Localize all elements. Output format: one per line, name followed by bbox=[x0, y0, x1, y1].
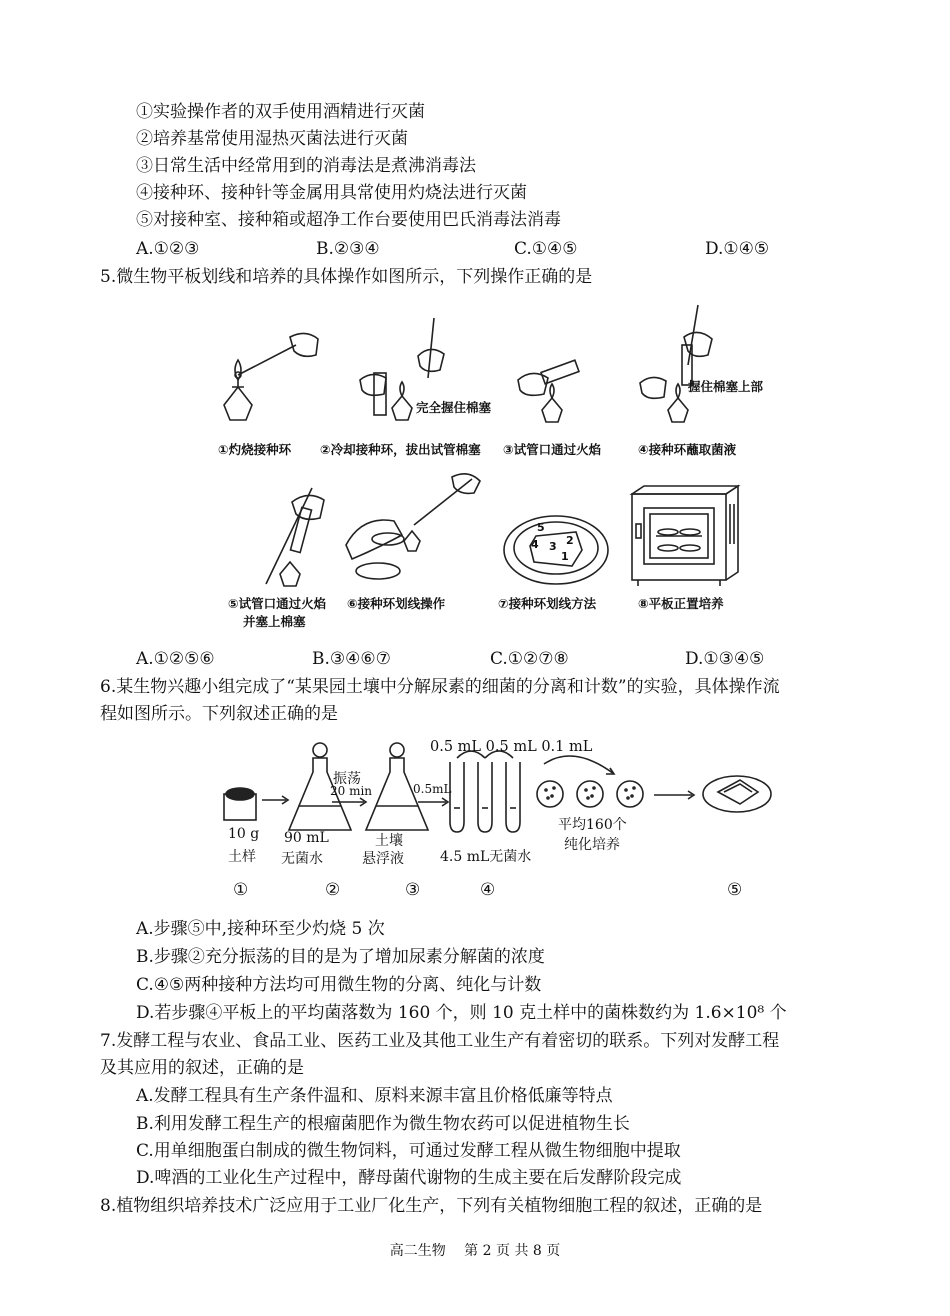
page-footer: 高二生物 第 2 页 共 8 页 bbox=[389, 1243, 561, 1259]
q6-stem-line2: 程如图所示。下列叙述正确的是 bbox=[100, 704, 338, 724]
q7-option-d: D.啤酒的工业化生产过程中，酵母菌代谢物的生成主要在后发酵阶段完成 bbox=[136, 1168, 682, 1188]
q5-option-b: B.③④⑥⑦ bbox=[312, 649, 391, 669]
plate-digit-3: 3 bbox=[549, 540, 557, 553]
q4-statement-5: ⑤对接种室、接种箱或超净工作台要使用巴氏消毒法消毒 bbox=[136, 210, 561, 230]
step3-caption: ③试管口通过火焰 bbox=[503, 442, 602, 457]
q4-statement-1: ①实验操作者的双手使用酒精进行灭菌 bbox=[136, 102, 425, 122]
flow-step-3: ③ bbox=[405, 880, 421, 900]
water-volume: 90 mL bbox=[284, 830, 329, 846]
q4-option-c: C.①④⑤ bbox=[514, 239, 578, 259]
volumes-top: 0.5 mL 0.5 mL 0.1 mL bbox=[430, 739, 593, 755]
plate-digit-4: 4 bbox=[531, 538, 539, 551]
flow-step-4: ④ bbox=[480, 880, 496, 900]
q5-stem: 5.微生物平板划线和培养的具体操作如图所示，下列操作正确的是 bbox=[100, 267, 593, 287]
q5-option-d: D.①③④⑤ bbox=[685, 649, 765, 669]
step3-illustration bbox=[512, 360, 592, 425]
step4-caption: ④接种环蘸取菌液 bbox=[638, 442, 737, 457]
step6-illustration bbox=[342, 475, 482, 585]
note-top-grip: 握住棉塞上部 bbox=[688, 379, 764, 394]
q6-option-c: C.④⑤两种接种方法均可用微生物的分离、纯化与计数 bbox=[136, 975, 542, 995]
step8-caption: ⑧平板正置培养 bbox=[638, 596, 724, 611]
step2-caption: ②冷却接种环，拔出试管棉塞 bbox=[320, 442, 481, 457]
q7-option-a: A.发酵工程具有生产条件温和、原料来源丰富且价格低廉等特点 bbox=[136, 1086, 613, 1106]
plate-digit-5: 5 bbox=[537, 521, 545, 534]
soil-sample-illustration bbox=[220, 782, 260, 822]
q4-statement-2: ②培养基常使用湿热灭菌法进行灭菌 bbox=[136, 129, 408, 149]
step5-illustration bbox=[262, 478, 342, 588]
suspension-label-2: 悬浮液 bbox=[362, 851, 404, 867]
flow-step-2: ② bbox=[325, 880, 341, 900]
q6-option-b: B.步骤②充分振荡的目的是为了增加尿素分解菌的浓度 bbox=[136, 947, 545, 967]
q6-option-a: A.步骤⑤中,接种环至少灼烧 5 次 bbox=[136, 919, 385, 939]
q4-statement-3: ③日常生活中经常用到的消毒法是煮沸消毒法 bbox=[136, 156, 476, 176]
step5-caption: ⑤试管口通过火焰 bbox=[228, 596, 327, 611]
step1-caption: ①灼烧接种环 bbox=[218, 442, 292, 457]
q8-stem: 8.植物组织培养技术广泛应用于工业厂化生产，下列有关植物细胞工程的叙述，正确的是 bbox=[100, 1196, 763, 1216]
streak-plate-illustration bbox=[700, 772, 774, 818]
q4-option-a: A.①②③ bbox=[136, 239, 200, 259]
q4-option-b: B.②③④ bbox=[316, 239, 380, 259]
q7-option-c: C.用单细胞蛋白制成的微生物饲料，可通过发酵工程从微生物细胞中提取 bbox=[136, 1141, 681, 1161]
plate-digit-1: 1 bbox=[561, 550, 569, 563]
step4-illustration bbox=[636, 305, 726, 425]
q7-stem-line1: 7.发酵工程与农业、食品工业、医药工业及其他工业生产有着密切的联系。下列对发酵工程 bbox=[100, 1031, 780, 1051]
plate-digit-2: 2 bbox=[566, 534, 574, 547]
q5-option-a: A.①②⑤⑥ bbox=[136, 649, 215, 669]
flow-step-1: ① bbox=[233, 880, 249, 900]
step8-illustration bbox=[630, 484, 740, 588]
suspension-label-1: 土壤 bbox=[375, 833, 403, 849]
shake-time: 20 min bbox=[330, 784, 373, 798]
average-count: 平均160个 bbox=[558, 817, 627, 833]
step7-caption: ⑦接种环划线方法 bbox=[498, 596, 597, 611]
flow-step-5: ⑤ bbox=[727, 880, 743, 900]
q5-option-c: C.①②⑦⑧ bbox=[490, 649, 569, 669]
soil-mass: 10 g bbox=[228, 826, 260, 842]
transfer-volume: 0.5mL bbox=[413, 782, 452, 796]
dilution-tubes-illustration bbox=[446, 758, 530, 838]
step5-caption-line2: 并塞上棉塞 bbox=[243, 614, 306, 629]
shake-label: 振荡 bbox=[333, 771, 361, 787]
q4-statement-4: ④接种环、接种针等金属用具常使用灼烧法进行灭菌 bbox=[136, 183, 527, 203]
q4-option-d: D.①④⑤ bbox=[705, 239, 770, 259]
step6-caption: ⑥接种环划线操作 bbox=[347, 596, 446, 611]
water-label: 无菌水 bbox=[281, 851, 323, 867]
step1-illustration bbox=[218, 315, 328, 425]
count-plates-illustration bbox=[534, 758, 654, 808]
purify-label: 纯化培养 bbox=[564, 837, 620, 853]
note-full-grip: 完全握住棉塞 bbox=[416, 400, 492, 415]
q7-stem-line2: 及其应用的叙述，正确的是 bbox=[100, 1058, 304, 1078]
q6-option-d: D.若步骤④平板上的平均菌落数为 160 个，则 10 克土样中的菌株数约为 1.6×10⁸ 个 bbox=[136, 1003, 787, 1023]
flow-arrow-4 bbox=[654, 790, 700, 800]
tube-water-label: 4.5 mL无菌水 bbox=[440, 849, 532, 865]
q6-stem-line1: 6.某生物兴趣小组完成了“某果园土壤中分解尿素的细菌的分离和计数”的实验，具体操作流 bbox=[100, 677, 780, 697]
q7-option-b: B.利用发酵工程生产的根瘤菌肥作为微生物农药可以促进植物生长 bbox=[136, 1114, 630, 1134]
soil-label: 土样 bbox=[228, 849, 256, 865]
